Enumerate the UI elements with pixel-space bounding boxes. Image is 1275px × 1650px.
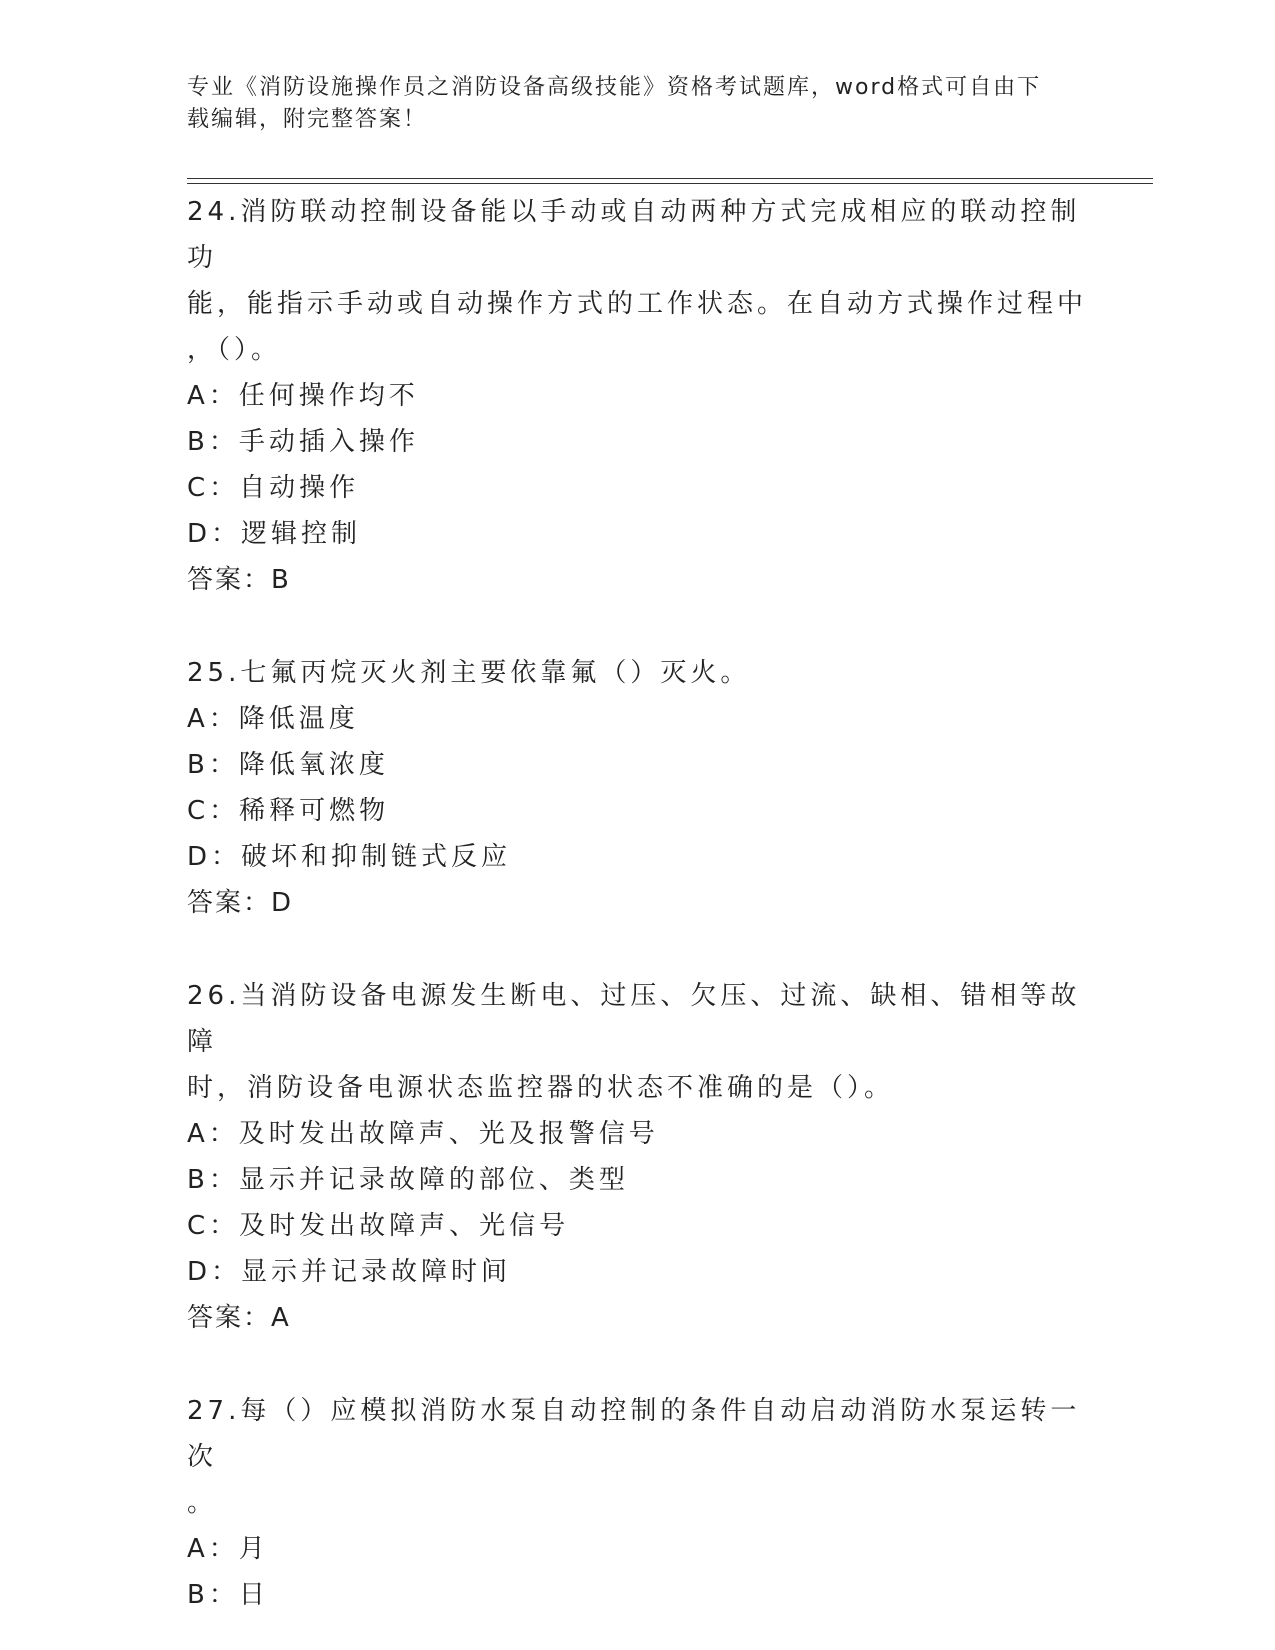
option-c: C：稀释可燃物 [187,796,390,826]
document-header [187,72,1057,136]
question-spacer [187,1341,1087,1388]
option-a: A：月 [187,1534,269,1564]
header-divider-top [187,178,1153,179]
option-b: B：降低氧浓度 [187,750,389,780]
question-stem-line: 能，能指示手动或自动操作方式的工作状态。在自动方式操作过程中 [187,289,1088,319]
question-stem-line: ，（）。 [187,335,282,365]
option-a: A：及时发出故障声、光及报警信号 [187,1119,659,1149]
question-list [187,189,1087,1618]
question-stem-line: 24.消防联动控制设备能以手动或自动两种方式完成相应的联动控制功 [187,197,1081,273]
question-25 [187,650,1087,926]
question-stem-line: 。 [187,1488,218,1518]
option-c: C：自动操作 [187,473,360,503]
question-spacer [187,926,1087,973]
question-24 [187,189,1087,603]
answer: 答案：B [187,565,291,595]
option-a: A：任何操作均不 [187,381,419,411]
option-d: D：显示并记录故障时间 [187,1257,512,1287]
option-d: D：逻辑控制 [187,519,362,549]
header-line-1: 专业《消防设施操作员之消防设备高级技能》资格考试题库，word格式可自由下 [187,75,1042,100]
question-26 [187,973,1087,1341]
question-stem-line: 25.七氟丙烷灭火剂主要依靠氟（）灭火。 [187,658,751,688]
question-stem-line: 时，消防设备电源状态监控器的状态不准确的是（）。 [187,1073,895,1103]
option-b: B：显示并记录故障的部位、类型 [187,1165,629,1195]
answer: 答案：A [187,1303,291,1333]
option-c: C：及时发出故障声、光信号 [187,1211,570,1241]
header-line-2: 载编辑，附完整答案！ [187,107,428,132]
header-divider-bottom [187,183,1153,184]
option-d: D：破坏和抑制链式反应 [187,842,512,872]
question-27 [187,1388,1087,1618]
option-b: B：日 [187,1580,269,1610]
question-stem-line: 26.当消防设备电源发生断电、过压、欠压、过流、缺相、错相等故障 [187,981,1081,1057]
question-spacer [187,603,1087,650]
option-a: A：降低温度 [187,704,359,734]
question-stem-line: 27.每（）应模拟消防水泵自动控制的条件自动启动消防水泵运转一次 [187,1396,1081,1472]
option-b: B：手动插入操作 [187,427,419,457]
answer: 答案：D [187,888,294,918]
